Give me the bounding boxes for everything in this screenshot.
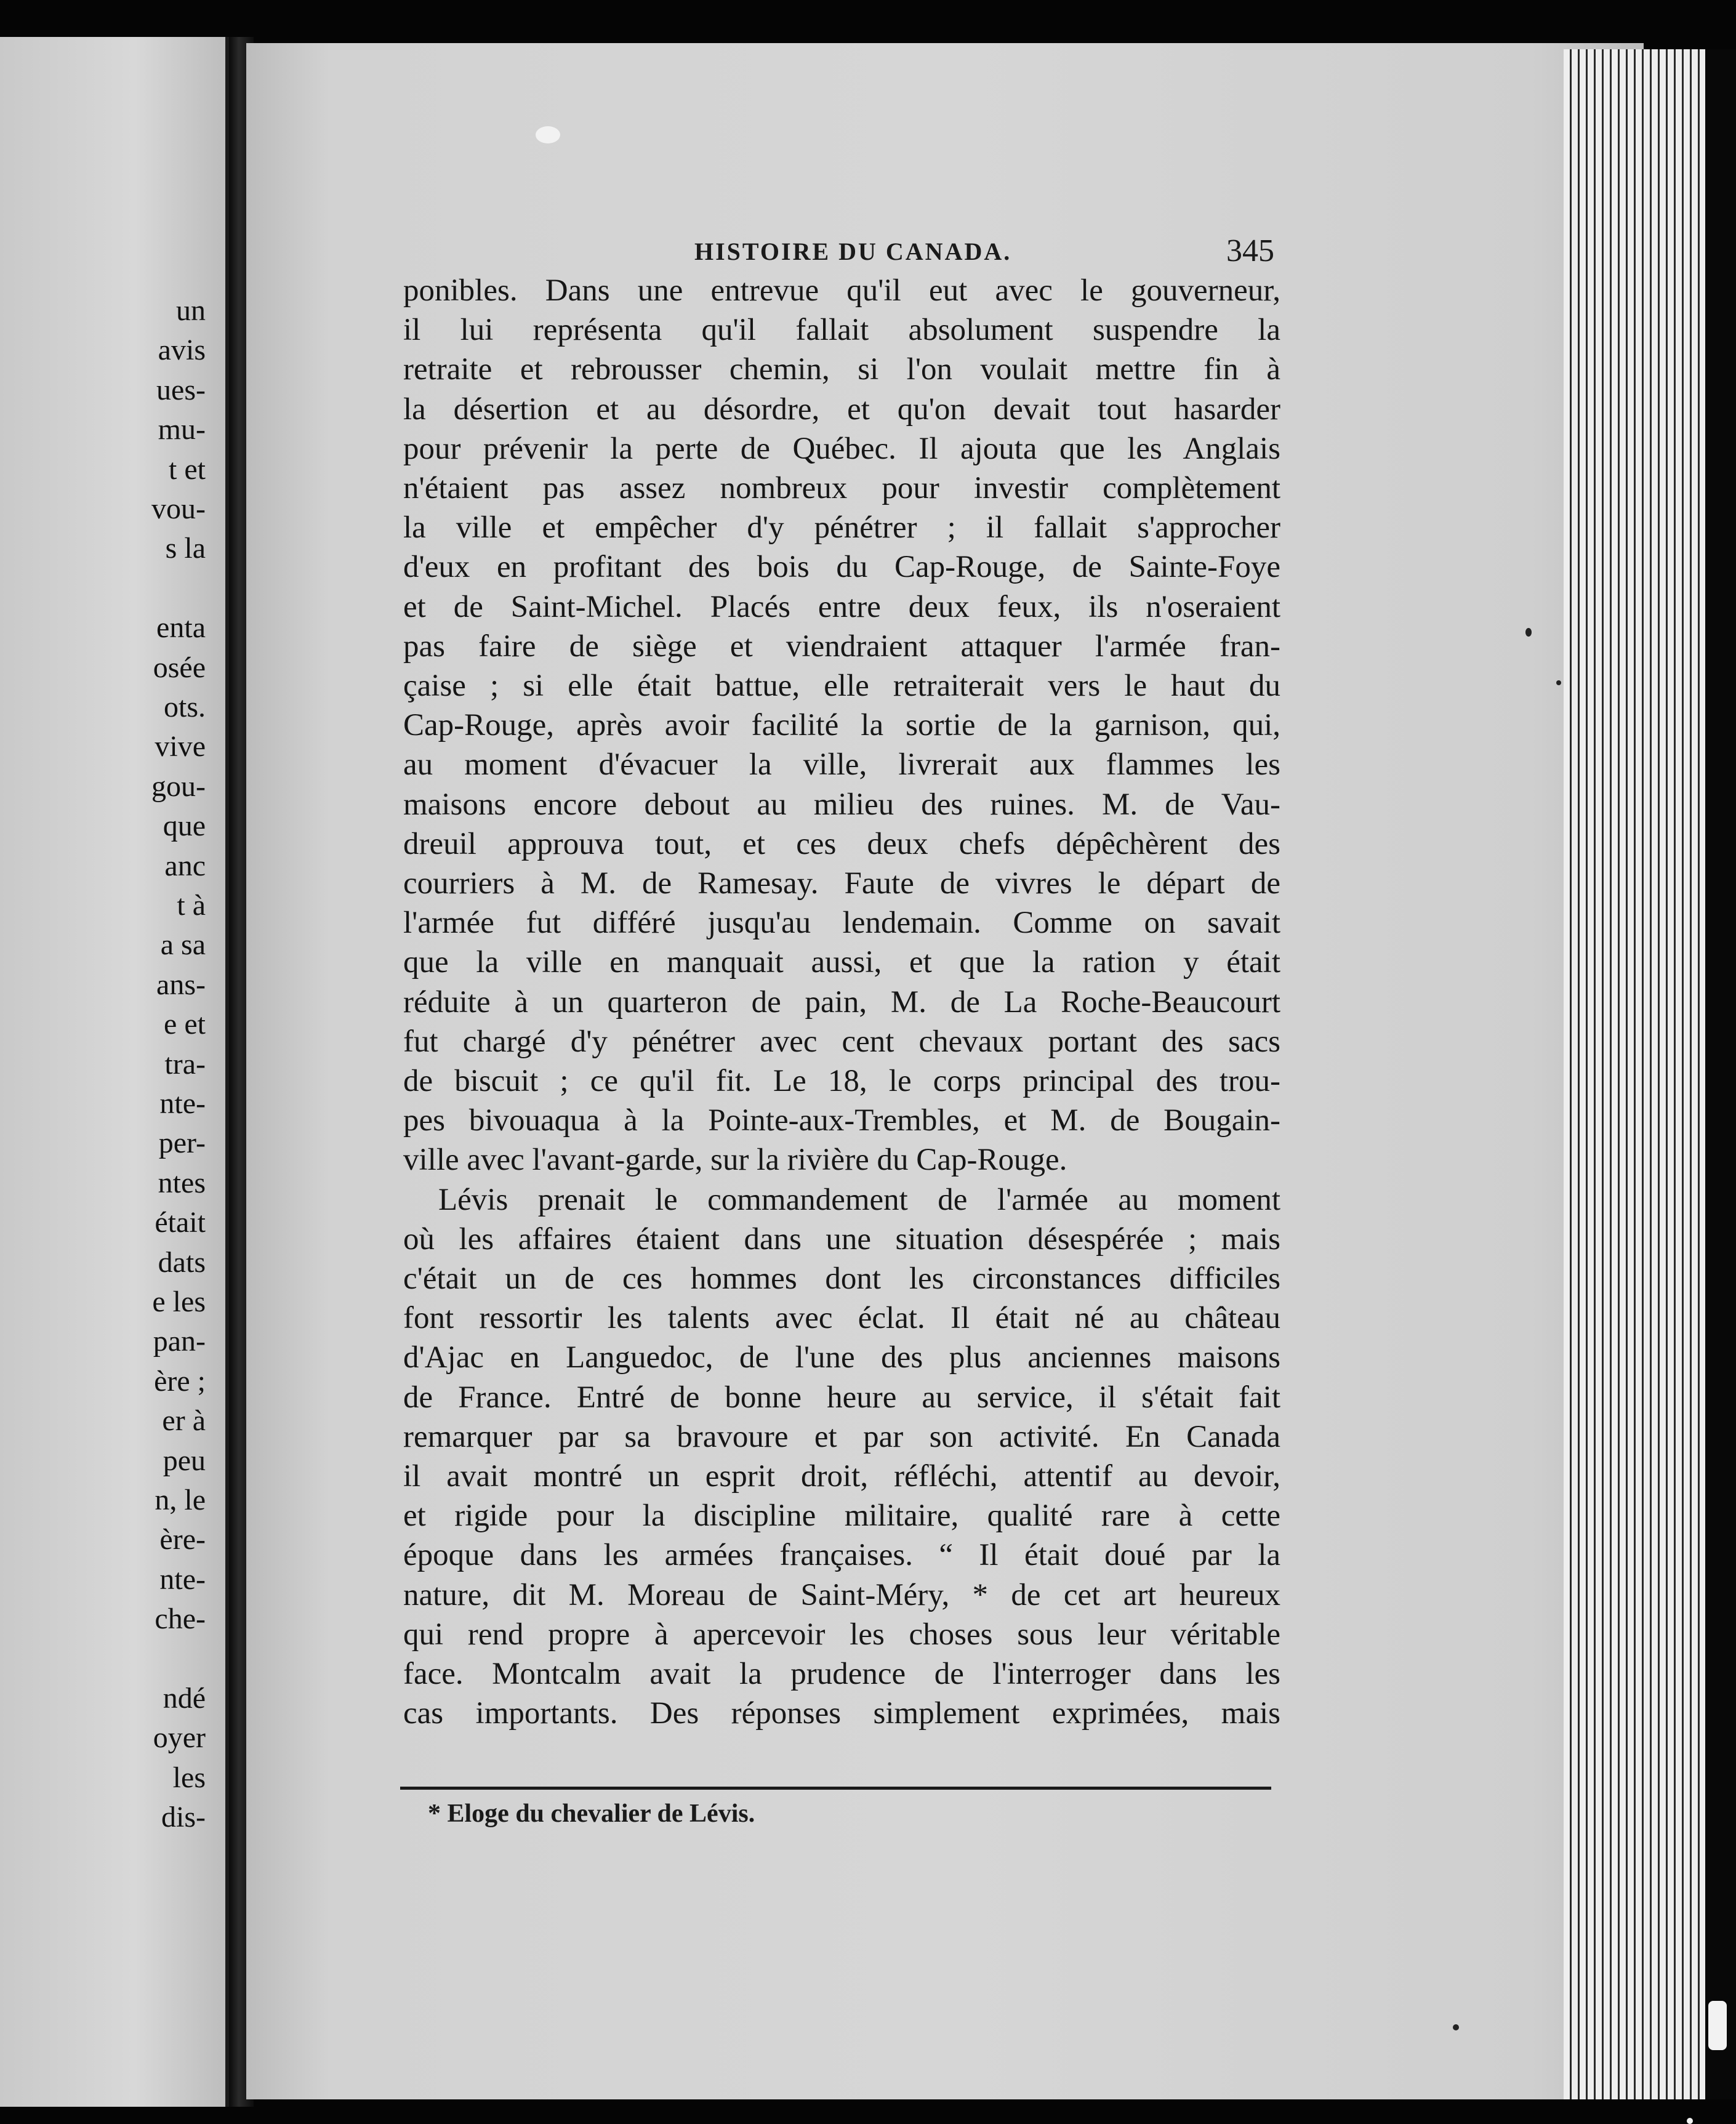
- previous-page-line: per-: [158, 1127, 206, 1160]
- text-line: d'eux en profitant des bois du Cap-Rouge, de Sainte-Foye: [403, 550, 1280, 585]
- text-line: çaise ; si elle était battue, elle retraiterait vers le haut du: [403, 669, 1280, 703]
- previous-page-line: t et: [169, 453, 206, 486]
- previous-page-line: ots.: [163, 691, 206, 723]
- previous-page: [0, 37, 229, 2107]
- text-line: de France. Entré de bonne heure au service, il s'était fait: [403, 1380, 1280, 1415]
- previous-page-line: tra-: [164, 1047, 206, 1080]
- ink-dot: [1525, 628, 1532, 637]
- ink-dot: [1556, 680, 1561, 685]
- text-line: et rigide pour la discipline militaire, qualité rare à cette: [403, 1498, 1280, 1534]
- previous-page-line: oyer: [153, 1721, 206, 1755]
- previous-page-line: vou-: [151, 493, 206, 525]
- previous-page-line: que: [163, 810, 206, 843]
- text-line: que la ville en manquait aussi, et que la ration y était: [403, 945, 1280, 980]
- previous-page-line: nte-: [159, 1087, 206, 1120]
- previous-page-line: vive: [155, 730, 206, 763]
- edge-shadow: [1705, 49, 1736, 2099]
- previous-page-line: che-: [155, 1603, 206, 1636]
- text-line: Cap-Rouge, après avoir facilité la sortie de la garnison, qui,: [403, 708, 1280, 743]
- page-block-edges: [1564, 49, 1705, 2099]
- previous-page-line: t à: [177, 889, 206, 922]
- text-line: la ville et empêcher d'y pénétrer ; il fallait s'approcher: [403, 510, 1280, 545]
- text-line: c'était un de ces hommes dont les circonstances difficiles: [403, 1261, 1280, 1296]
- previous-page-line: enta: [156, 611, 206, 645]
- footnote: * Eloge du chevalier de Lévis.: [428, 1800, 755, 1828]
- previous-page-line: anc: [164, 849, 206, 882]
- text-line: pas faire de siège et viendraient attaquer l'armée fran-: [403, 629, 1280, 664]
- text-line: face. Montcalm avait la prudence de l'interroger dans les: [403, 1657, 1280, 1691]
- previous-page-line: avis: [158, 334, 206, 367]
- previous-page-line: dats: [158, 1245, 206, 1279]
- text-line: pour prévenir la perte de Québec. Il ajouta que les Anglais: [403, 431, 1280, 466]
- paper-speck: [1687, 2118, 1693, 2124]
- text-line: où les affaires étaient dans une situation désespérée ; mais: [403, 1221, 1280, 1257]
- previous-page-line: ans-: [156, 968, 206, 1001]
- text-line: retraite et rebrousser chemin, si l'on voulait mettre fin à: [403, 352, 1280, 387]
- previous-page-line: ère ;: [154, 1364, 206, 1398]
- text-line: il avait montré un esprit droit, réfléchi, attentif au devoir,: [403, 1459, 1280, 1494]
- running-head: HISTOIRE DU CANADA.: [694, 238, 1012, 265]
- text-line: il lui représenta qu'il fallait absolument suspendre la: [403, 313, 1280, 348]
- text-line: ponibles. Dans une entrevue qu'il eut avec le gouverneur,: [403, 273, 1280, 308]
- text-line: dreuil approuva tout, et ces deux chefs dépêchèrent des: [403, 826, 1280, 861]
- paper-speck: [536, 126, 560, 143]
- text-line: la désertion et au désordre, et qu'on devait tout hasarder: [403, 392, 1280, 427]
- previous-page-line: e et: [164, 1008, 206, 1041]
- previous-page-line: pan-: [153, 1325, 206, 1358]
- text-line: Lévis prenait le commandement de l'armée au moment: [438, 1182, 1280, 1217]
- previous-page-line: ère-: [159, 1523, 206, 1556]
- text-line: remarquer par sa bravoure et par son activité. En Canada: [403, 1419, 1280, 1454]
- text-line: courriers à M. de Ramesay. Faute de vivres le départ de: [403, 866, 1280, 901]
- previous-page-line: ues-: [156, 373, 206, 406]
- previous-page-line: ndé: [163, 1682, 206, 1715]
- previous-page-line: un: [176, 294, 206, 327]
- page-number: 345: [1226, 233, 1274, 268]
- text-line: de biscuit ; ce qu'il fit. Le 18, le corps principal des trou-: [403, 1064, 1280, 1098]
- text-line: font ressortir les talents avec éclat. Il était né au château: [403, 1301, 1280, 1336]
- text-line: époque dans les armées françaises. “ Il était doué par la: [403, 1538, 1280, 1573]
- text-line: qui rend propre à apercevoir les choses sous leur véritable: [403, 1617, 1280, 1652]
- previous-page-line: s la: [165, 532, 206, 565]
- previous-page-line: gou-: [151, 770, 206, 803]
- previous-page-line: peu: [163, 1444, 206, 1477]
- ink-dot: [1453, 2024, 1459, 2030]
- text-line: d'Ajac en Languedoc, de l'une des plus anciennes maisons: [403, 1340, 1280, 1375]
- footnote-rule: [400, 1787, 1271, 1790]
- previous-page-line: er à: [162, 1404, 206, 1438]
- previous-page-line: a sa: [160, 928, 206, 962]
- previous-page-line: nte-: [159, 1563, 206, 1596]
- previous-page-line: e les: [152, 1285, 206, 1318]
- previous-page-line: mu-: [158, 413, 206, 446]
- previous-page-line: les: [172, 1761, 206, 1794]
- text-line: ville avec l'avant-garde, sur la rivière du Cap-Rouge.: [403, 1143, 1067, 1178]
- paper-speck: [1708, 2001, 1727, 2050]
- previous-page-line: n, le: [155, 1484, 206, 1516]
- previous-page-line: était: [155, 1206, 206, 1239]
- text-line: pes bivouaqua à la Pointe-aux-Trembles, et M. de Bougain-: [403, 1103, 1280, 1138]
- text-line: l'armée fut différé jusqu'au lendemain. Comme on savait: [403, 906, 1280, 941]
- text-line: au moment d'évacuer la ville, livrerait aux flammes les: [403, 747, 1280, 782]
- text-line: nature, dit M. Moreau de Saint-Méry, * de cet art heureux: [403, 1577, 1280, 1612]
- text-line: et de Saint-Michel. Placés entre deux feux, ils n'oseraient: [403, 589, 1280, 624]
- previous-page-line: osée: [153, 651, 206, 684]
- previous-page-line: ntes: [158, 1166, 206, 1199]
- text-line: fut chargé d'y pénétrer avec cent chevaux portant des sacs: [403, 1024, 1280, 1059]
- previous-page-line: dis-: [161, 1801, 206, 1834]
- text-line: réduite à un quarteron de pain, M. de La Roche-Beaucourt: [403, 984, 1280, 1020]
- text-line: cas importants. Des réponses simplement exprimées, mais: [403, 1696, 1280, 1731]
- text-line: maisons encore debout au milieu des ruines. M. de Vau-: [403, 787, 1280, 822]
- text-line: n'étaient pas assez nombreux pour investir complètement: [403, 471, 1280, 505]
